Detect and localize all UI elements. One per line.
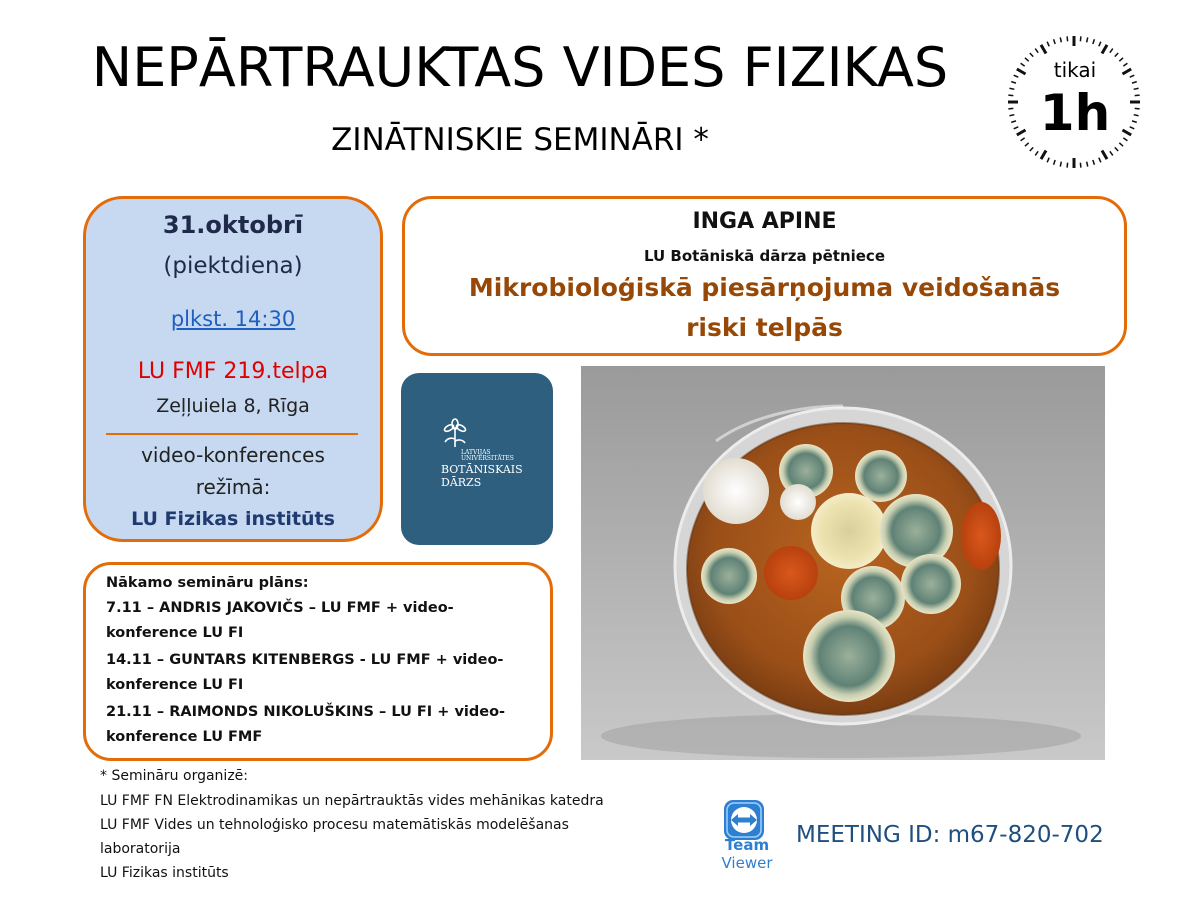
seminar-plan-line: 21.11 – RAIMONDS NIKOLUŠKINS – LU FI + video-	[106, 704, 506, 720]
organizer-line: LU FMF Vides un tehnoloģisko procesu matemātiskās modelēšanas	[100, 817, 569, 833]
clock-label-main: 1h	[1039, 84, 1111, 142]
event-address: Zeļļuiela 8, Rīga	[156, 395, 310, 417]
talk-title-line1: Mikrobioloģiskā piesārņojuma veidošanās	[468, 273, 1061, 302]
video-conference-place: LU Fizikas institūts	[131, 508, 335, 530]
organizer-line: laboratorija	[100, 841, 181, 857]
seminar-plan-line: 7.11 – ANDRIS JAKOVIČS – LU FMF + video-	[106, 600, 454, 616]
logo-text-line2: UNIVERSITĀTES	[461, 455, 514, 462]
teamviewer-label-team: Team	[724, 836, 770, 854]
botanical-flower-icon	[441, 417, 469, 451]
event-date: 31.oktobrī	[162, 211, 304, 239]
organizer-line: LU Fizikas institūts	[100, 865, 229, 881]
seminar-plan-line: konference LU FMF	[106, 729, 263, 745]
logo-text-line1: LATVIJAS	[461, 449, 491, 456]
organizers-heading: * Semināru organizē:	[100, 768, 248, 784]
speaker-box	[402, 196, 1127, 356]
talk-title-line2: riski telpās	[686, 313, 843, 342]
seminar-plan-line: 14.11 – GUNTARS KITENBERGS - LU FMF + video-	[106, 652, 504, 668]
speaker-name: INGA APINE	[692, 209, 837, 234]
seminar-plan-line: konference LU FI	[106, 625, 244, 641]
logo-text-line3: BOTĀNISKAIS	[441, 463, 523, 476]
seminar-plan-box	[83, 562, 553, 761]
divider	[106, 433, 358, 435]
event-info-box	[83, 196, 383, 542]
page-subtitle: ZINĀTNISKIE SEMINĀRI *	[331, 122, 709, 158]
event-room: LU FMF 219.telpa	[137, 359, 329, 384]
page-title: NEPĀRTRAUKTAS VIDES FIZIKAS	[91, 36, 949, 99]
clock-label-top: tikai	[1053, 58, 1097, 82]
botanical-garden-logo	[401, 373, 553, 545]
event-weekday: (piektdiena)	[163, 253, 303, 279]
seminar-plan-line: konference LU FI	[106, 677, 244, 693]
organizer-line: LU FMF FN Elektrodinamikas un nepārtrauktās vides mehānikas katedra	[100, 793, 604, 809]
video-conference-line1: video-konferences	[141, 443, 325, 467]
event-time-link[interactable]: plkst. 14:30	[170, 307, 296, 331]
teamviewer-label-viewer: Viewer	[721, 854, 773, 872]
seminar-plan-title: Nākamo semināru plāns:	[106, 575, 309, 591]
petri-dish-photo	[581, 366, 1105, 760]
meeting-id: MEETING ID: m67-820-702	[796, 822, 1104, 848]
video-conference-line2: režīmā:	[195, 475, 271, 499]
speaker-role: LU Botāniskā dārza pētniece	[644, 247, 885, 265]
logo-text-line4: DĀRZS	[441, 476, 482, 489]
